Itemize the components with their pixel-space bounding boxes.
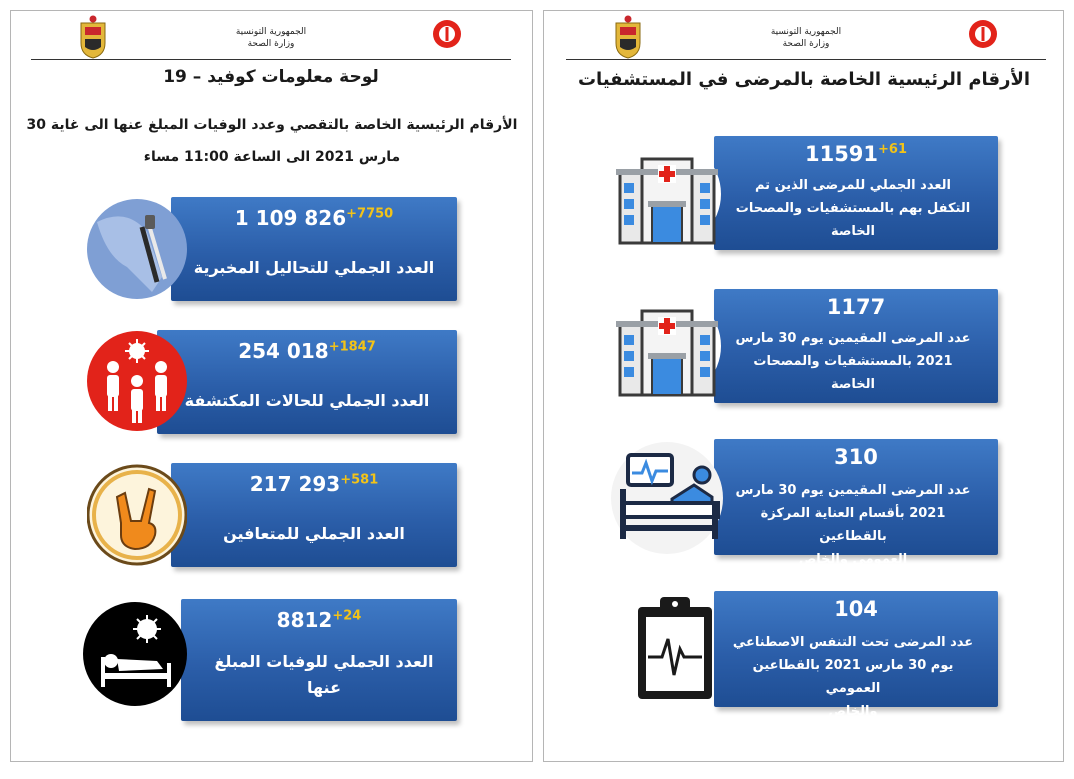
hospital-stat-card-ventilated [714,591,998,719]
icu-bed-monitor-icon [610,441,724,555]
hospital-stat-card-icu [714,439,998,567]
stat-label [726,174,980,243]
stat-label [726,631,980,723]
stat-card-lab-tests [171,197,457,301]
stat-value [714,142,998,166]
stat-delta: +1847 [328,339,376,355]
stat-label-line: العمومي والخاص [798,552,908,567]
header-divider [31,59,511,60]
stat-number: 11591 [804,142,879,166]
stat-number: 310 [834,445,878,469]
stat-card-deaths [181,599,457,721]
page-title: لوحة معلومات كوفيد – 19 [163,67,379,87]
header-org-text [736,26,876,50]
hospital-stat-card-total [714,136,998,250]
hospital-icon [610,291,724,401]
stat-label: العدد الجملي للحالات المكتشفة [184,391,430,410]
stat-label-line: والخاص [828,704,878,719]
stat-value [157,339,457,363]
health-ministry-logo-icon [968,19,998,49]
lab-test-swab-icon [87,197,187,301]
patient-bed-virus-icon [83,599,187,709]
stat-number: 1 109 826 [234,206,347,230]
stat-number: 104 [834,597,878,621]
stat-label-line: يوم 30 مارس 2021 بالقطاعين العمومي [752,658,954,696]
stat-value [171,472,457,496]
stat-label: العدد الجملي للتحاليل المخبرية [193,258,435,277]
stat-number: 1177 [826,295,886,319]
stat-label-line: عدد المرضى المقيمين يوم 30 مارس [735,331,971,346]
stat-number: 217 293 [249,472,341,496]
stat-label-line: التكفل بهم بالمستشفيات والمصحات [735,201,971,216]
hospital-stat-card-admitted [714,289,998,403]
tunisia-emblem-icon [77,15,109,59]
page-title: الأرقام الرئيسية الخاصة بالمرضى في المستشفيات [577,69,1031,90]
stat-number: 254 018 [238,339,329,363]
header-ministry: وزارة الصحة [782,39,830,49]
clipboard-ecg-icon [632,595,718,701]
stat-value [171,206,457,230]
left-panel [10,10,533,762]
tunisia-emblem-icon [612,15,644,59]
stat-value [714,445,998,469]
header-republic: الجمهورية التونسية [770,27,842,37]
subtitle-line-2: مارس 2021 الى الساعة 11:00 مساء [143,149,401,165]
stat-card-recovered [171,463,457,567]
stat-label [726,327,980,396]
health-ministry-logo-icon [432,19,462,49]
stat-label: العدد الجملي للمتعافين [223,524,405,543]
stat-label-line: الخاصة [830,224,876,239]
stat-delta: +24 [332,608,362,624]
stat-card-detected-cases [157,330,457,434]
stat-label-line: عدد المرضى المقيمين يوم 30 مارس [735,483,971,498]
stat-number: 8812 [276,608,333,632]
infected-people-icon [87,329,187,433]
stat-delta: +581 [340,472,379,488]
stat-value [714,597,998,621]
stat-value [181,608,457,632]
stat-delta: +61 [878,142,908,157]
right-panel [543,10,1064,762]
stat-delta: +7750 [346,206,394,222]
subtitle-line-1: الأرقام الرئيسية الخاصة بالتقصي وعدد الوفيات المبلغ عنها الى غاية 30 [26,117,518,133]
stat-label: العدد الجملي للوفيات المبلغ عنها [214,652,434,697]
hospital-icon [610,139,724,249]
stat-label [726,479,980,571]
stat-label-line: 2021 بالمستشفيات والمصحات [753,354,953,369]
stat-label-line: 2021 بأقسام العناية المركزة بالقطاعين [760,506,946,544]
header-org-text [201,26,341,50]
stat-label-line: الخاصة [830,377,876,392]
victory-hand-icon [87,463,187,567]
header-ministry: وزارة الصحة [247,39,295,49]
stat-label-line: العدد الجملي للمرضى الذين تم [754,178,952,193]
stat-value [714,295,998,319]
header-republic: الجمهورية التونسية [235,27,307,37]
stat-label-line: عدد المرضى تحت التنفس الاصطناعي [732,635,974,650]
header-divider [566,59,1046,60]
